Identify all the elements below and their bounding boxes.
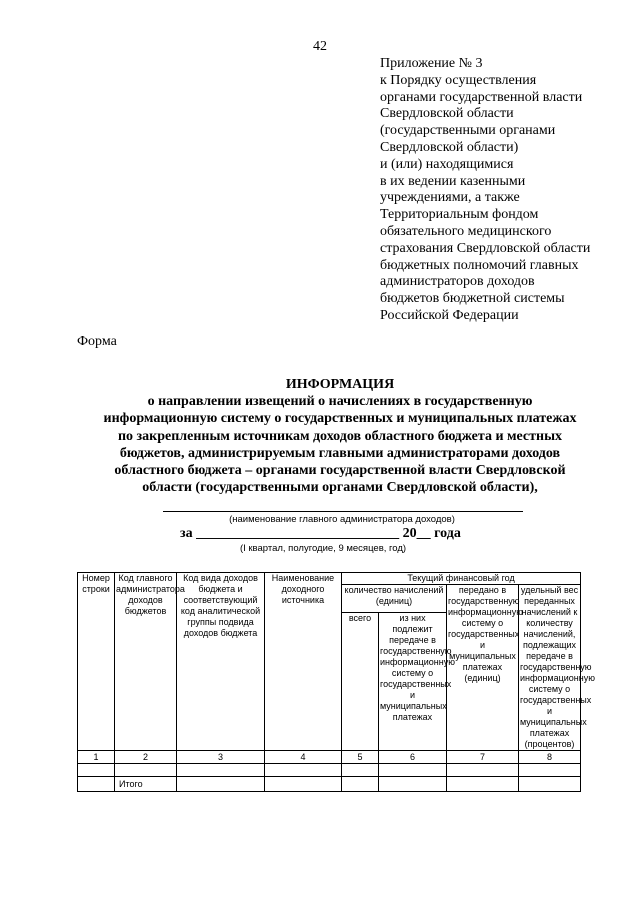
appendix-line: органами государственной власти [380,89,583,105]
header-total: всего [342,613,379,751]
appendix-line: Свердловской области) [380,139,519,155]
title-line: бюджетов, администрируемым главными администраторами доходов [119,445,561,461]
total-label: Итого [115,777,177,792]
title-line: информационную систему о государственных и муниципальных платежах [103,411,577,427]
appendix-line: Российской Федерации [380,307,519,323]
column-number: 1 [78,751,115,764]
header-share: удельный вес переданных начислений к количеству начислений, подлежащих передаче в государственную информационную систему о государственных и муниципальных платежах (процентов) [520,585,595,749]
column-number: 6 [379,751,447,764]
appendix-line: страхования Свердловской области [380,240,591,256]
appendix-line: в их ведении казенными [380,173,526,189]
appendix-line: к Порядку осуществления [380,72,537,88]
appendix-header [380,56,630,325]
header-current-year: Текущий финансовый год [342,573,581,585]
page-number: 42 [313,39,327,54]
column-number: 2 [115,751,177,764]
info-table [77,572,595,792]
appendix-line: Свердловской области [380,106,514,122]
header-source-name: Наименование доходного источника [265,573,342,751]
appendix-line: учреждениями, а также [380,190,520,206]
appendix-line: администраторов доходов [380,274,535,290]
appendix-line: Территориальным фондом [380,207,539,223]
column-number: 5 [342,751,379,764]
column-numbers-row [78,751,581,764]
title-heading: ИНФОРМАЦИЯ [285,377,395,392]
period-line: за _____________________________ 20__ года [180,526,461,541]
column-number: 8 [519,751,581,764]
table-row [78,764,581,777]
form-label: Форма [77,334,117,349]
document-title [60,376,620,497]
appendix-line: и (или) находящимися [380,156,514,172]
header-transferred: передано в государственную информационную систему о государственных и муниципальных платежах (единиц) [447,585,519,751]
title-line: областного бюджета – органами государственной власти Свердловской [114,463,566,479]
appendix-line: бюджетов бюджетной системы [380,291,565,307]
appendix-line: обязательного медицинского [380,223,552,239]
title-line: о направлении извещений о начислениях в государственную [147,394,533,409]
header-subject-to-transfer: из них подлежит передаче в государственную информационную систему о государственных и муниципальных платежах [379,613,447,751]
period-caption: (I квартал, полугодие, 9 месяцев, год) [239,543,407,554]
header-accruals-count: количество начислений (единиц) [342,585,447,613]
column-number: 7 [447,751,519,764]
title-line: по закрепленным источникам доходов областного бюджета и местных [117,428,563,444]
column-number: 4 [265,751,342,764]
column-number: 3 [177,751,265,764]
appendix-line: (государственными органами [380,123,556,139]
header-income-code: Код вида доходов бюджета и соответствующий код аналитической группы подвида доходов бюджета [177,573,265,751]
header-admin-code: Код главного администратора доходов бюджетов [115,573,177,751]
total-row [78,777,581,792]
title-line: области (государственными органами Свердловской области), [142,480,538,496]
appendix-line: Приложение № 3 [380,56,483,71]
admin-caption: (наименование главного администратора доходов) [229,514,455,525]
admin-name-line [163,511,523,512]
header-row-number: Номер строки [78,573,115,751]
appendix-line: бюджетных полномочий главных [380,257,579,273]
